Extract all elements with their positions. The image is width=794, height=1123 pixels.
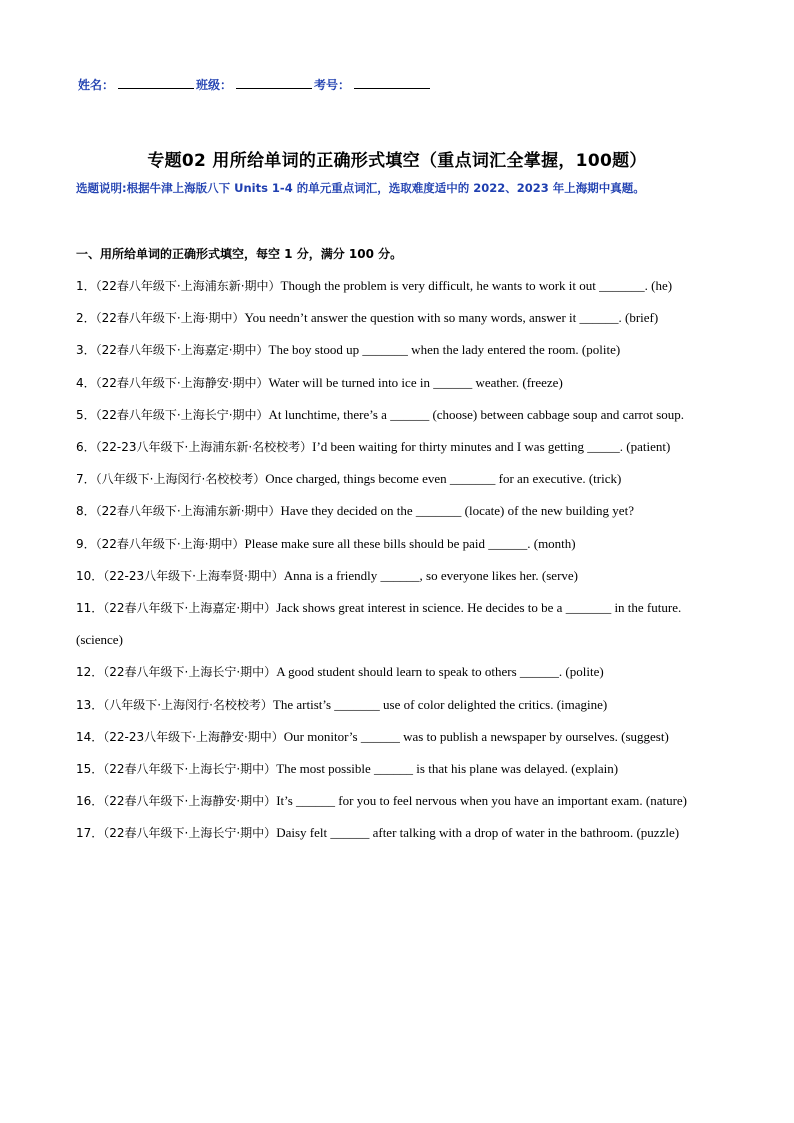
question-item bbox=[76, 656, 716, 688]
question-item bbox=[76, 334, 716, 366]
question-number: 4． bbox=[76, 375, 96, 390]
selection-description: 选题说明:根据牛津上海版八下 Units 1-4 的单元重点词汇，选取难度适中的 2022、2023 年上海期中真题。 bbox=[76, 181, 645, 195]
question-text: A good student should learn to speak to others ______. (polite) bbox=[276, 664, 604, 680]
question-item bbox=[76, 817, 716, 849]
question-source: （22-23八年级下·上海静安·期中） bbox=[103, 729, 284, 744]
question-text: Once charged, things become even _______ for an executive. (trick) bbox=[265, 471, 622, 487]
question-item bbox=[76, 367, 716, 399]
question-item bbox=[76, 560, 716, 592]
question-source: （八年级下·上海闵行·名校校考） bbox=[103, 697, 273, 712]
question-text: Have they decided on the _______ (locate) of the new building yet? bbox=[280, 503, 634, 519]
question-text: The boy stood up _______ when the lady entered the room. (polite) bbox=[268, 342, 621, 358]
id-blank[interactable] bbox=[354, 76, 430, 89]
question-number: 15． bbox=[76, 762, 104, 777]
question-item bbox=[76, 463, 716, 495]
question-source: （22春八年级下·上海·期中） bbox=[95, 536, 245, 551]
question-item bbox=[76, 302, 716, 334]
question-number: 5． bbox=[76, 407, 96, 422]
class-blank[interactable] bbox=[236, 76, 312, 89]
question-number: 14． bbox=[76, 729, 104, 744]
page-title: 专题02 用所给单词的正确形式填空（重点词汇全掌握，100题） bbox=[147, 151, 647, 171]
question-source: （22春八年级下·上海长宁·期中） bbox=[103, 762, 277, 777]
question-number: 11． bbox=[76, 601, 104, 616]
question-item bbox=[76, 689, 716, 721]
question-source: （22春八年级下·上海浦东新·期中） bbox=[95, 504, 281, 519]
question-item bbox=[76, 785, 716, 817]
question-source: （22春八年级下·上海长宁·期中） bbox=[103, 665, 277, 680]
question-source: （22春八年级下·上海嘉定·期中） bbox=[103, 601, 277, 616]
question-text: Our monitor’s ______ was to publish a newspaper by ourselves. (suggest) bbox=[283, 728, 669, 744]
question-source: （22春八年级下·上海长宁·期中） bbox=[103, 826, 277, 841]
question-text: It’s ______ for you to feel nervous when you have an important exam. (nature) bbox=[276, 793, 688, 809]
question-item bbox=[76, 495, 716, 527]
question-text: Jack shows great interest in science. He decides to be a _______ in the future.(science) bbox=[76, 600, 682, 648]
question-number: 16． bbox=[76, 794, 104, 809]
question-list bbox=[76, 270, 716, 850]
question-number: 10． bbox=[76, 568, 104, 583]
student-info-line bbox=[78, 76, 432, 93]
question-number: 8． bbox=[76, 504, 96, 519]
name-blank[interactable] bbox=[118, 76, 194, 89]
question-source: （八年级下·上海闵行·名校校考） bbox=[95, 472, 266, 487]
question-number: 12． bbox=[76, 665, 104, 680]
question-source: （22春八年级下·上海·期中） bbox=[95, 311, 245, 326]
question-text: You needn’t answer the question with so many words, answer it ______. (brief) bbox=[244, 310, 659, 326]
question-number: 1． bbox=[76, 279, 96, 293]
question-text: At lunchtime, there’s a ______ (choose) between cabbage soup and carrot soup. bbox=[268, 406, 685, 422]
question-item bbox=[76, 431, 716, 463]
question-text: I’d been waiting for thirty minutes and I was getting _____. (patient) bbox=[312, 439, 671, 455]
question-number: 9． bbox=[76, 536, 96, 551]
question-text: Anna is a friendly ______, so everyone likes her. (serve) bbox=[283, 567, 579, 583]
question-number: 2． bbox=[76, 311, 96, 326]
question-text: Please make sure all these bills should be paid ______. (month) bbox=[244, 535, 576, 551]
section-heading: 一、用所给单词的正确形式填空，每空 1 分，满分 100 分。 bbox=[76, 247, 403, 261]
class-label: 班级： bbox=[196, 78, 233, 92]
question-item bbox=[76, 399, 716, 431]
question-text: Though the problem is very difficult, he wants to work it out _______. (he) bbox=[280, 278, 673, 293]
question-source: （22春八年级下·上海浦东新·期中） bbox=[95, 279, 281, 293]
question-source: （22-23八年级下·上海奉贤·期中） bbox=[103, 568, 284, 583]
id-label: 考号： bbox=[314, 78, 351, 92]
question-item bbox=[76, 592, 716, 656]
question-number: 3． bbox=[76, 343, 96, 358]
question-source: （22春八年级下·上海静安·期中） bbox=[103, 794, 277, 809]
question-item bbox=[76, 270, 716, 302]
question-number: 13． bbox=[76, 697, 104, 712]
question-item bbox=[76, 753, 716, 785]
name-label: 姓名： bbox=[78, 78, 115, 92]
question-number: 7． bbox=[76, 472, 96, 487]
question-text: The most possible ______ is that his plane was delayed. (explain) bbox=[276, 761, 619, 777]
question-number: 17． bbox=[76, 826, 104, 841]
question-text: The artist’s _______ use of color delighted the critics. (imagine) bbox=[272, 696, 608, 712]
question-source: （22-23八年级下·上海浦东新·名校校考） bbox=[95, 440, 313, 455]
question-source: （22春八年级下·上海嘉定·期中） bbox=[95, 343, 269, 358]
question-source: （22春八年级下·上海静安·期中） bbox=[95, 375, 269, 390]
question-text: Daisy felt ______ after talking with a drop of water in the bathroom. (puzzle) bbox=[276, 825, 680, 841]
question-item bbox=[76, 528, 716, 560]
question-text: Water will be turned into ice in ______ weather. (freeze) bbox=[268, 374, 563, 390]
question-item bbox=[76, 721, 716, 753]
question-number: 6． bbox=[76, 440, 96, 455]
question-source: （22春八年级下·上海长宁·期中） bbox=[95, 407, 269, 422]
